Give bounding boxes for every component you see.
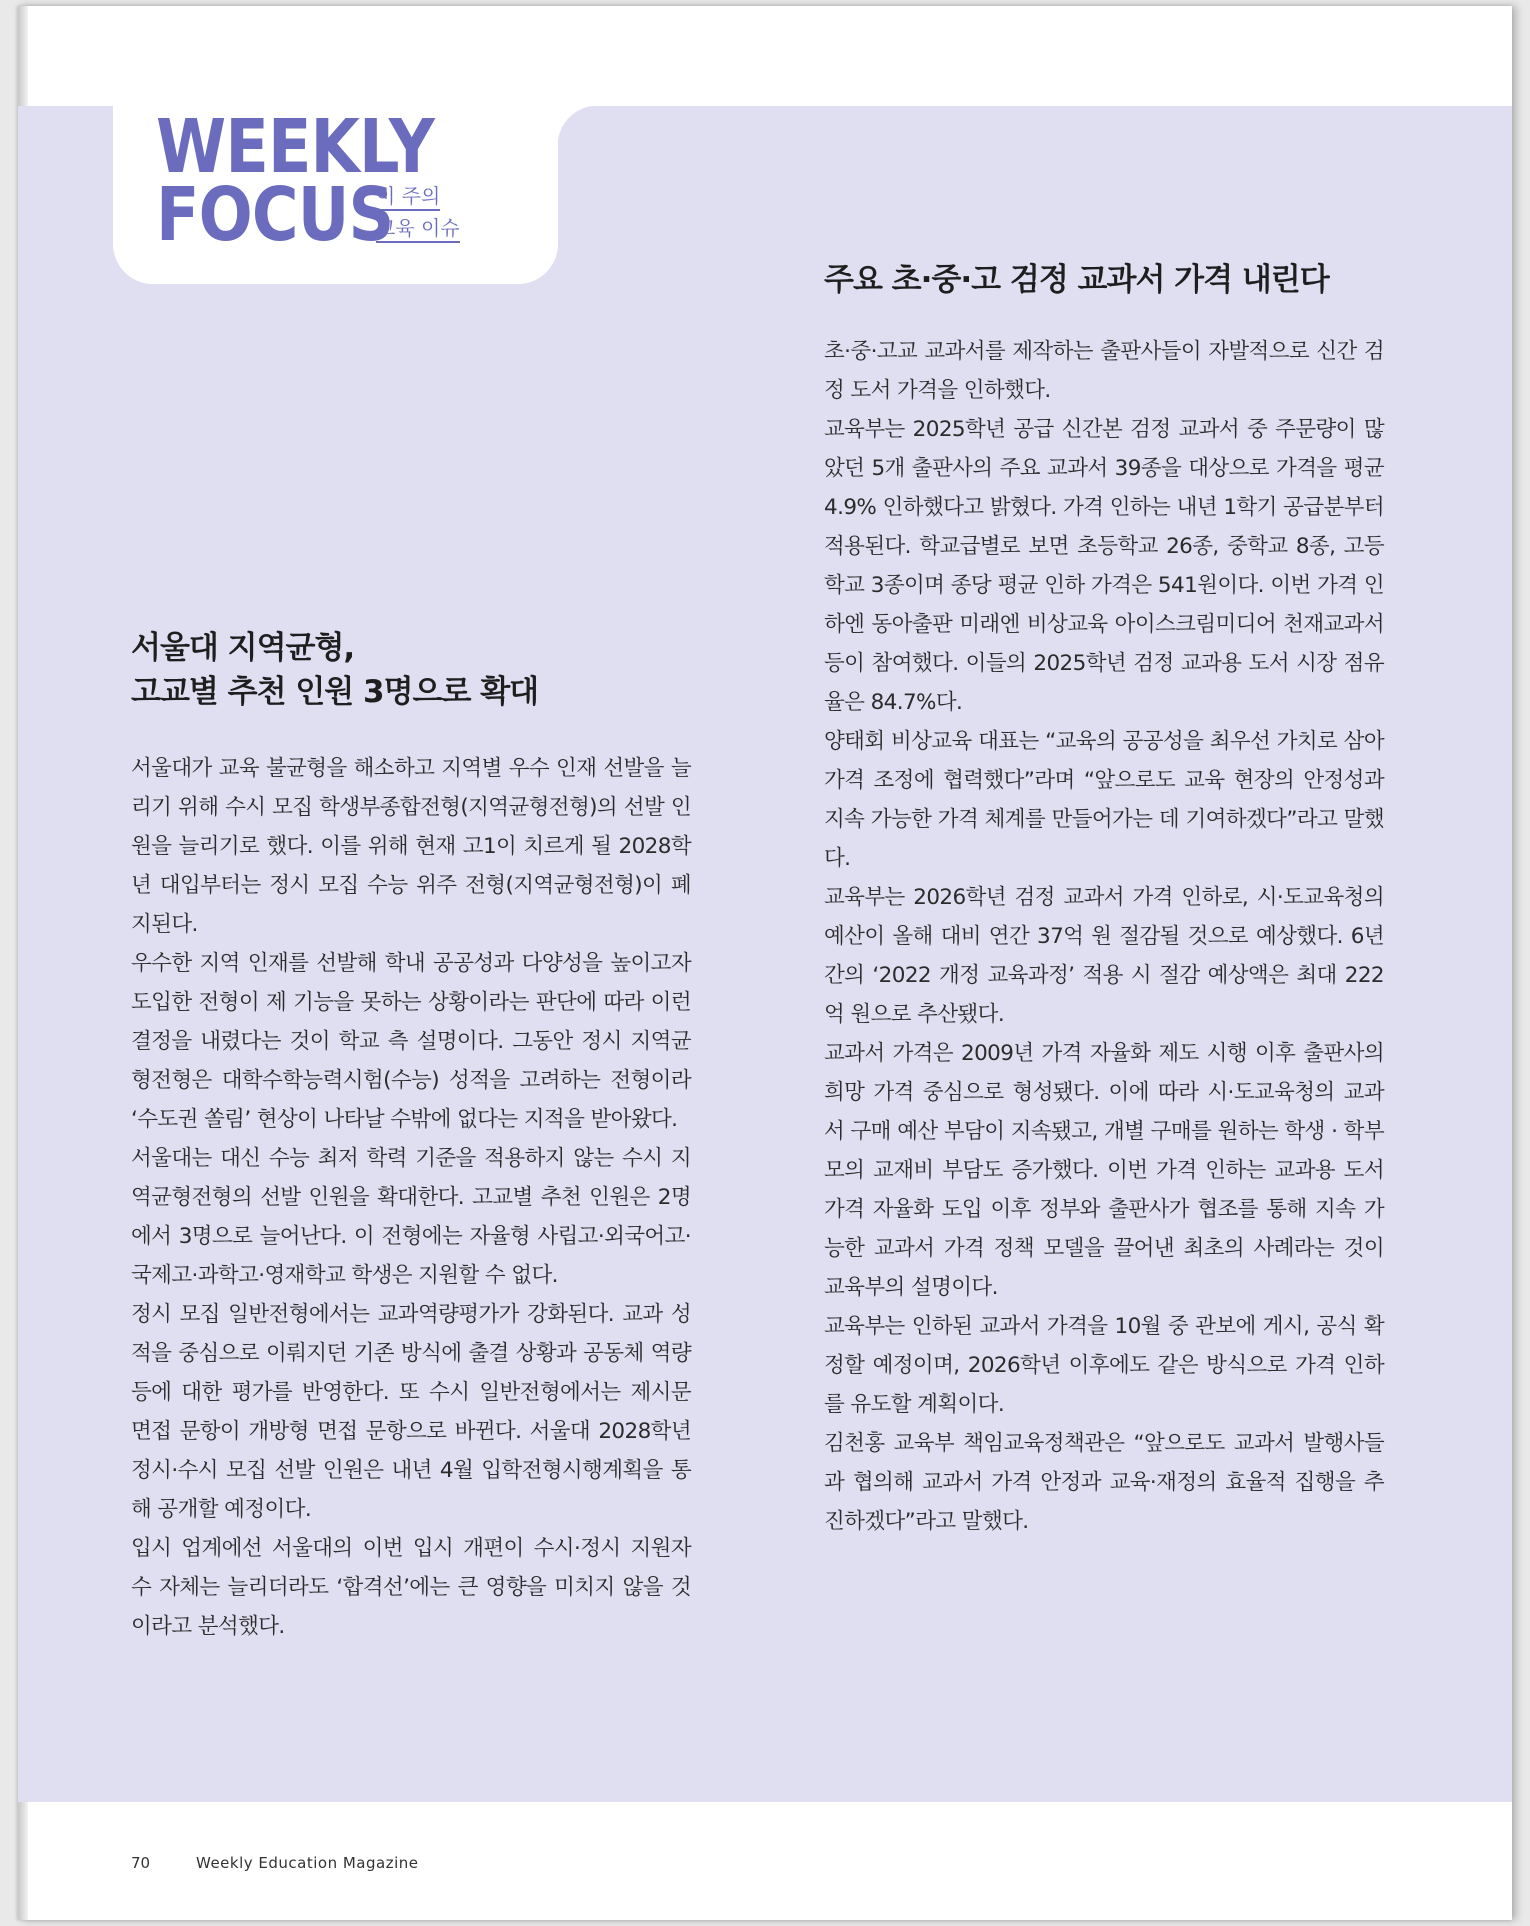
left-article-title bbox=[131, 626, 691, 714]
right-paragraph: 교육부는 2025학년 공급 신간본 검정 교과서 중 주문량이 많았던 5개 출판사의 주요 교과서 39종을 대상으로 가격을 평균 4.9% 인하했다고 밝혔다. 가격 인하는 내년 1학기 공급분부터 적용된다. 학교급별로 보면 초등학교 26종, 중학교 8종, 고등학교 3종이며 종당 평균 인하 가격은 541원이다. 이번 가격 인하엔 동아출판 미래엔 비상교육 아이스크림미디어 천재교과서 등이 참여했다. 이들의 2025학년 검정 교과용 도서 시장 점유율은 84.7%다. bbox=[824, 417, 1384, 715]
magazine-name: Weekly Education Magazine bbox=[196, 1854, 419, 1872]
right-paragraph: 김천홍 교육부 책임교육정책관은 “앞으로도 교과서 발행사들과 협의해 교과서 가격 안정과 교육·재정의 효율적 집행을 추진하겠다”라고 말했다. bbox=[824, 1431, 1384, 1534]
right-paragraph: 교과서 가격은 2009년 가격 자율화 제도 시행 이후 출판사의 희망 가격 중심으로 형성됐다. 이에 따라 시·도교육청의 교과서 구매 예산 부담이 지속됐고, 개별 구매를 원하는 학생 · 학부모의 교재비 부담도 증가했다. 이번 가격 인하는 교과용 도서 가격 자율화 도입 이후 정부와 출판사가 협조를 통해 지속 가능한 교과서 가격 정책 모델을 끌어낸 최초의 사례라는 것이 교육부의 설명이다. bbox=[824, 1041, 1384, 1300]
brand-weekly: WEEKLY bbox=[156, 104, 435, 190]
page-number: 70 bbox=[131, 1854, 151, 1872]
brand-focus: FOCUS bbox=[156, 172, 394, 258]
right-paragraph: 초·중·고교 교과서를 제작하는 출판사들이 자발적으로 신간 검정 도서 가격을 인하했다. bbox=[824, 339, 1384, 403]
left-paragraph: 서울대는 대신 수능 최저 학력 기준을 적용하지 않는 수시 지역균형전형의 선발 인원을 확대한다. 고교별 추천 인원은 2명에서 3명으로 늘어난다. 이 전형에는 자율형 사립고·외국어고·국제고·과학고·영재학교 학생은 지원할 수 없다. bbox=[131, 1146, 691, 1288]
right-paragraph: 교육부는 인하된 교과서 가격을 10월 중 관보에 게시, 공식 확정할 예정이며, 2026학년 이후에도 같은 방식으로 가격 인하를 유도할 계획이다. bbox=[824, 1314, 1384, 1417]
left-title-line2: 고교별 추천 인원 3명으로 확대 bbox=[131, 674, 539, 710]
left-paragraph: 입시 업계에선 서울대의 이번 입시 개편이 수시·정시 지원자 수 자체는 늘리더라도 ‘합격선’에는 큰 영향을 미치지 않을 것이라고 분석했다. bbox=[131, 1536, 691, 1639]
right-paragraph: 양태회 비상교육 대표는 “교육의 공공성을 최우선 가치로 삼아 가격 조정에 협력했다”라며 “앞으로도 교육 현장의 안정성과 지속 가능한 가격 체계를 만들어가는 데 기여하겠다”라고 말했다. bbox=[824, 729, 1384, 871]
left-paragraph: 서울대가 교육 불균형을 해소하고 지역별 우수 인재 선발을 늘리기 위해 수시 모집 학생부종합전형(지역균형전형)의 선발 인원을 늘리기로 했다. 이를 위해 현재 고1이 치르게 될 2028학년 대입부터는 정시 모집 수능 위주 전형(지역균형전형)이 폐지된다. bbox=[131, 756, 691, 937]
magazine-page bbox=[18, 6, 1512, 1920]
right-paragraph: 교육부는 2026학년 검정 교과서 가격 인하로, 시·도교육청의 예산이 올해 대비 연간 37억 원 절감될 것으로 예상했다. 6년간의 ‘2022 개정 교육과정’ 적용 시 절감 예상액은 최대 222억 원으로 추산됐다. bbox=[824, 885, 1384, 1027]
left-article bbox=[131, 626, 691, 1646]
right-article bbox=[824, 258, 1384, 1541]
brand-subtitle-line2: 교육 이슈 bbox=[376, 216, 460, 243]
left-paragraph: 우수한 지역 인재를 선발해 학내 공공성과 다양성을 높이고자 도입한 전형이 제 기능을 못하는 상황이라는 판단에 따라 이런 결정을 내렸다는 것이 학교 측 설명이다. 그동안 정시 지역균형전형은 대학수학능력시험(수능) 성적을 고려하는 전형이라 ‘수도권 쏠림’ 현상이 나타날 수밖에 없다는 지적을 받아왔다. bbox=[131, 951, 691, 1132]
brand-subtitle-line1: 이 주의 bbox=[376, 184, 440, 211]
left-title-line1: 서울대 지역균형, bbox=[131, 630, 355, 666]
right-article-title: 주요 초·중·고 검정 교과서 가격 내린다 bbox=[824, 262, 1329, 298]
left-paragraph: 정시 모집 일반전형에서는 교과역량평가가 강화된다. 교과 성적을 중심으로 이뤄지던 기존 방식에 출결 상황과 공동체 역량 등에 대한 평가를 반영한다. 또 수시 일반전형에서는 제시문 면접 문항이 개방형 면접 문항으로 바뀐다. 서울대 2028학년 정시·수시 모집 선발 인원은 내년 4월 입학전형시행계획을 통해 공개할 예정이다. bbox=[131, 1302, 691, 1522]
